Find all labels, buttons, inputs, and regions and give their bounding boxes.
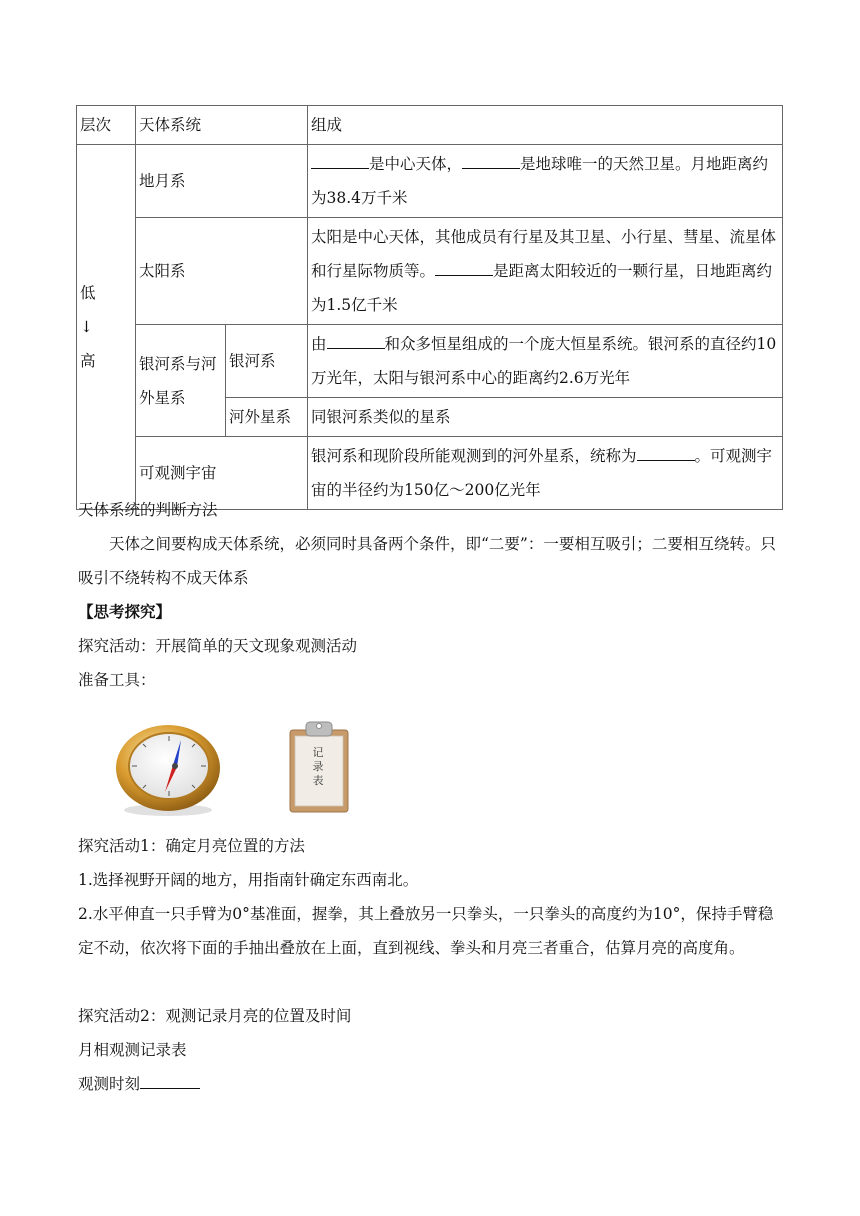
compass-icon [113, 718, 223, 818]
activity1-step2: 2.水平伸直一只手臂为0°基准面，握拳，其上叠放另一只拳头，一只拳头的高度约为10°，保持手臂稳定不动，依次将下面的手抽出叠放在上面，直到视线、拳头和月亮三者重合，估算月亮的高度角。 [78, 905, 774, 957]
activity1-title: 探究活动1：确定月亮位置的方法 [78, 837, 305, 855]
activity2-title: 探究活动2：观测记录月亮的位置及时间 [78, 1007, 352, 1025]
fill-blank[interactable] [311, 154, 369, 169]
method-title: 天体系统的判断方法 [78, 501, 218, 519]
observe-time-label: 观测时刻 [78, 1075, 141, 1093]
level-low: 低 [80, 284, 96, 302]
section-title: 【思考探究】 [78, 602, 172, 621]
row-solar-name: 太阳系 [136, 218, 308, 325]
level-high: 高 [80, 352, 96, 370]
fill-blank[interactable] [435, 261, 493, 276]
record-table-title: 月相观测记录表 [78, 1041, 187, 1059]
fill-blank[interactable] [462, 154, 520, 169]
row-milky-way-desc: 由 和众多恒星组成的一个庞大恒星系统。银河系的直径约10万光年，太阳与银河系中心的距离约2.6万光年 [308, 325, 783, 398]
record-sheet-label: 记 录 表 [312, 746, 324, 787]
row-earth-moon-name: 地月系 [136, 145, 308, 218]
row-milky-way-name: 银河系 [226, 325, 308, 398]
activity-main: 探究活动：开展简单的天文现象观测活动 [78, 637, 358, 655]
tools-label: 准备工具： [78, 671, 156, 689]
level-arrow: ↓ [80, 318, 93, 336]
activity1-step1: 1.选择视野开阔的地方，用指南针确定东西南北。 [78, 871, 419, 889]
row-observable-name: 可观测宇宙 [136, 437, 308, 510]
row-earth-moon-desc: 是中心天体， 是地球唯一的天然卫星。月地距离约为38.4万千米 [308, 145, 783, 218]
row-galaxy-group-name: 银河系与河外星系 [136, 325, 226, 437]
celestial-system-table [76, 105, 783, 510]
fill-blank[interactable] [140, 1074, 200, 1089]
header-level: 层次 [77, 106, 136, 145]
level-cell [77, 145, 136, 510]
header-composition: 组成 [308, 106, 783, 145]
row-extragalactic-name: 河外星系 [226, 398, 308, 437]
row-solar-desc: 太阳是中心天体，其他成员有行星及其卫星、小行星、彗星、流星体和行星际物质等。 是距离太阳较近的一颗行星，日地距离约为1.5亿千米 [308, 218, 783, 325]
fill-blank[interactable] [637, 446, 695, 461]
tools-area [0, 712, 860, 822]
fill-blank[interactable] [327, 334, 385, 349]
method-text: 天体之间要构成天体系统，必须同时具备两个条件，即“二要”：一要相互吸引；二要相互绕转。只吸引不绕转构不成天体系 [78, 535, 776, 587]
header-system: 天体系统 [136, 106, 308, 145]
row-extragalactic-desc: 同银河系类似的星系 [308, 398, 783, 437]
row-observable-desc: 银河系和现阶段所能观测到的河外星系，统称为 。可观测宇宙的半径约为150亿～200亿光年 [308, 437, 783, 510]
observe-time-line [78, 1067, 782, 1101]
